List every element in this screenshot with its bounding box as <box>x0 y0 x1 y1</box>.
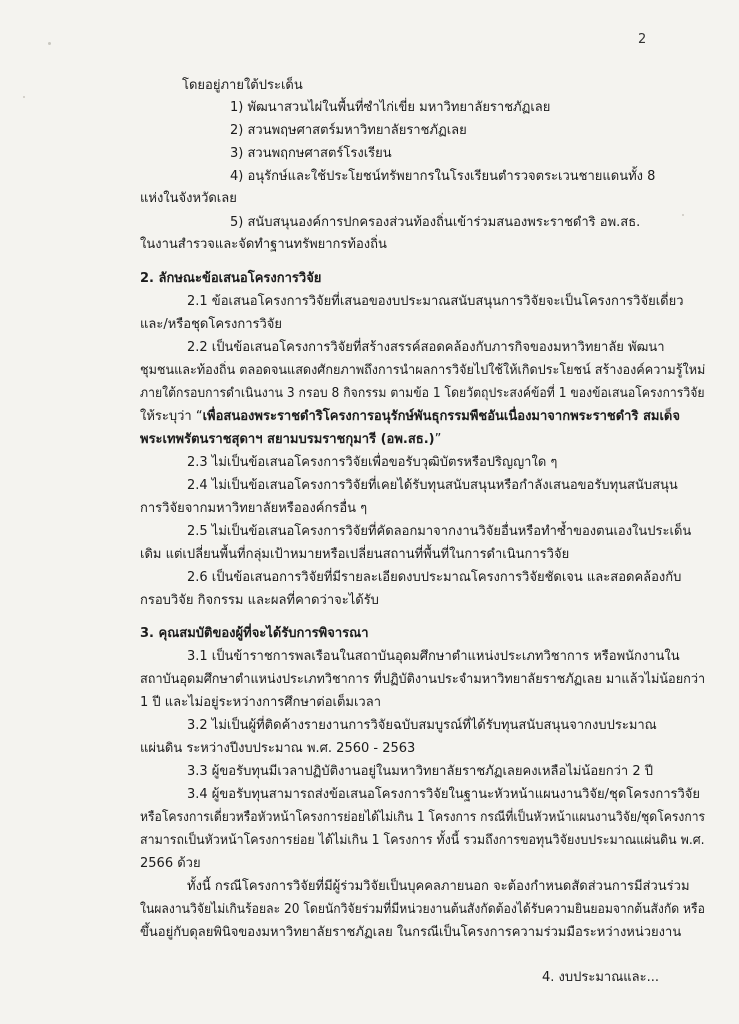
section-3-line: แผ่นดิน ระหว่างปีงบประมาณ พ.ศ. 2560 - 2563 <box>140 741 416 756</box>
intro-item: 5) สนับสนุนองค์การปกครองส่วนท้องถิ่นเข้าร่วมสนองพระราชดำริ อพ.สธ. <box>230 215 641 230</box>
section-3-line: 3.3 ผู้ขอรับทุนมีเวลาปฏิบัติงานอยู่ในมหาวิทยาลัยราชภัฏเลยคงเหลือไม่น้อยกว่า 2 ปี <box>187 764 654 779</box>
section-2-line: การวิจัยจากมหาวิทยาลัยหรือองค์กรอื่น ๆ <box>140 501 368 516</box>
intro-lead: โดยอยู่ภายใต้ประเด็น <box>182 78 303 93</box>
section-3-line: 3.2 ไม่เป็นผู้ที่ติดค้างรายงานการวิจัยฉบับสมบูรณ์ที่ได้รับทุนสนับสนุนจากงบประมาณ <box>187 718 657 733</box>
section-3-line: หรือโครงการเดี่ยวหรือหัวหน้าโครงการย่อยได้ไม่เกิน 1 โครงการ กรณีที่เป็นหัวหน้าแผนงานวิจัย/ชุดโครงการ <box>140 810 706 825</box>
intro-item: ในงานสำรวจและจัดทำฐานทรัพยากรท้องถิ่น <box>140 237 387 252</box>
section-2-line: 2.3 ไม่เป็นข้อเสนอโครงการวิจัยเพื่อขอรับวุฒิบัตรหรือปริญญาใด ๆ <box>187 455 558 470</box>
section-2-heading: 2. ลักษณะข้อเสนอโครงการวิจัย <box>140 271 322 286</box>
section-3-line: 3.1 เป็นข้าราชการพลเรือนในสถาบันอุดมศึกษาตำแหน่งประเภทวิชาการ หรือพนักงานใน <box>187 649 680 664</box>
section-2-line: ภายใต้กรอบการดำเนินงาน 3 กรอบ 8 กิจกรรม ตามข้อ 1 โดยวัตถุประสงค์ข้อที่ 1 ของข้อเสนอโครงการวิจัย <box>140 386 705 401</box>
section-3-line: 2566 ด้วย <box>140 856 201 871</box>
continuation-marker: 4. งบประมาณและ... <box>542 970 660 985</box>
section-2-line: 2.2 เป็นข้อเสนอโครงการวิจัยที่สร้างสรรค์สอดคล้องกับภารกิจของมหาวิทยาลัย พัฒนา <box>187 340 665 355</box>
page-number: 2 <box>638 32 647 47</box>
intro-item: 3) สวนพฤกษศาสตร์โรงเรียน <box>230 146 392 161</box>
section-2-line: กรอบวิจัย กิจกรรม และผลที่คาดว่าจะได้รับ <box>140 593 379 608</box>
section-3-line: สถาบันอุดมศึกษาตำแหน่งประเภทวิชาการ ที่ปฏิบัติงานประจำมหาวิทยาลัยราชภัฏเลย มาแล้วไม่น้อยกว่า <box>140 672 706 687</box>
quote-suffix: ” <box>434 432 442 447</box>
section-2-line: 2.5 ไม่เป็นข้อเสนอโครงการวิจัยที่คัดลอกมาจากงานวิจัยอื่นหรือทำซ้ำของตนเองในประเด็น <box>187 524 692 539</box>
section-2-quote-line <box>140 431 441 449</box>
intro-item: แห่งในจังหวัดเลย <box>140 191 237 206</box>
section-3-note-line: ในผลงานวิจัยไม่เกินร้อยละ 20 โดยนักวิจัยร่วมที่มีหน่วยงานต้นสังกัดต้องได้รับความยินยอมจากต้นสังกัด หรือ <box>140 902 705 917</box>
section-2-line: เดิม แต่เปลี่ยนพื้นที่กลุ่มเป้าหมายหรือเปลี่ยนสถานที่พื้นที่ในการดำเนินการวิจัย <box>140 547 570 562</box>
section-3-line: 3.4 ผู้ขอรับทุนสามารถส่งข้อเสนอโครงการวิจัยในฐานะหัวหน้าแผนงานวิจัย/ชุดโครงการวิจัย <box>187 787 701 802</box>
section-2-line: 2.6 เป็นข้อเสนอการวิจัยที่มีรายละเอียดงบประมาณโครงการวิจัยชัดเจน และสอดคล้องกับ <box>187 570 682 585</box>
section-3-line: 1 ปี และไม่อยู่ระหว่างการศึกษาต่อเต็มเวลา <box>140 695 381 710</box>
section-2-line: และ/หรือชุดโครงการวิจัย <box>140 317 283 332</box>
quote-bold-text-2: พระเทพรัตนราชสุดาฯ สยามบรมราชกุมารี (อพ.สธ.) <box>140 432 435 447</box>
section-3-heading: 3. คุณสมบัติของผู้ที่จะได้รับการพิจารณา <box>140 626 369 641</box>
intro-item: 4) อนุรักษ์และใช้ประโยชน์ทรัพยากรในโรงเรียนตำรวจตระเวนชายแดนทั้ง 8 <box>230 169 656 184</box>
section-3-note-line: ขึ้นอยู่กับดุลยพินิจของมหาวิทยาลัยราชภัฏเลย ในกรณีเป็นโครงการความร่วมมือระหว่างหน่วยงาน <box>140 925 682 940</box>
scan-speck <box>23 96 25 98</box>
section-2-line: 2.4 ไม่เป็นข้อเสนอโครงการวิจัยที่เคยได้รับทุนสนับสนุนหรือกำลังเสนอขอรับทุนสนับสนุน <box>187 478 678 493</box>
section-3-note-line: ทั้งนี้ กรณีโครงการวิจัยที่มีผู้ร่วมวิจัยเป็นบุคคลภายนอก จะต้องกำหนดสัดส่วนการมีส่วนร่วม <box>187 879 690 894</box>
intro-item: 1) พัฒนาสวนไผ่ในพื้นที่ซำไก่เขี่ย มหาวิทยาลัยราชภัฏเลย <box>230 100 551 115</box>
scan-speck <box>682 214 684 216</box>
section-2-line: 2.1 ข้อเสนอโครงการวิจัยที่เสนอของบประมาณสนับสนุนการวิจัยจะเป็นโครงการวิจัยเดี่ยว <box>187 294 684 309</box>
section-2-quote-line <box>140 408 680 426</box>
section-2-line: ชุมชนและท้องถิ่น ตลอดจนแสดงศักยภาพถึงการนำผลการวิจัยไปใช้ให้เกิดประโยชน์ สร้างองค์ความรู้ใหม่ <box>140 363 706 378</box>
scan-speck <box>48 42 51 45</box>
section-3-line: สามารถเป็นหัวหน้าโครงการย่อย ได้ไม่เกิน 1 โครงการ ทั้งนี้ รวมถึงการขอทุนวิจัยงบประมาณแผ่นดิน พ.ศ. <box>140 833 705 848</box>
intro-item: 2) สวนพฤษศาสตร์มหาวิทยาลัยราชภัฏเลย <box>230 123 467 138</box>
quote-bold-text-1: เพื่อสนองพระราชดำริโครงการอนุรักษ์พันธุกรรมพืชอันเนื่องมาจากพระราชดำริ สมเด็จ <box>202 409 680 424</box>
quote-prefix: ให้ระบุว่า “ <box>140 409 203 424</box>
